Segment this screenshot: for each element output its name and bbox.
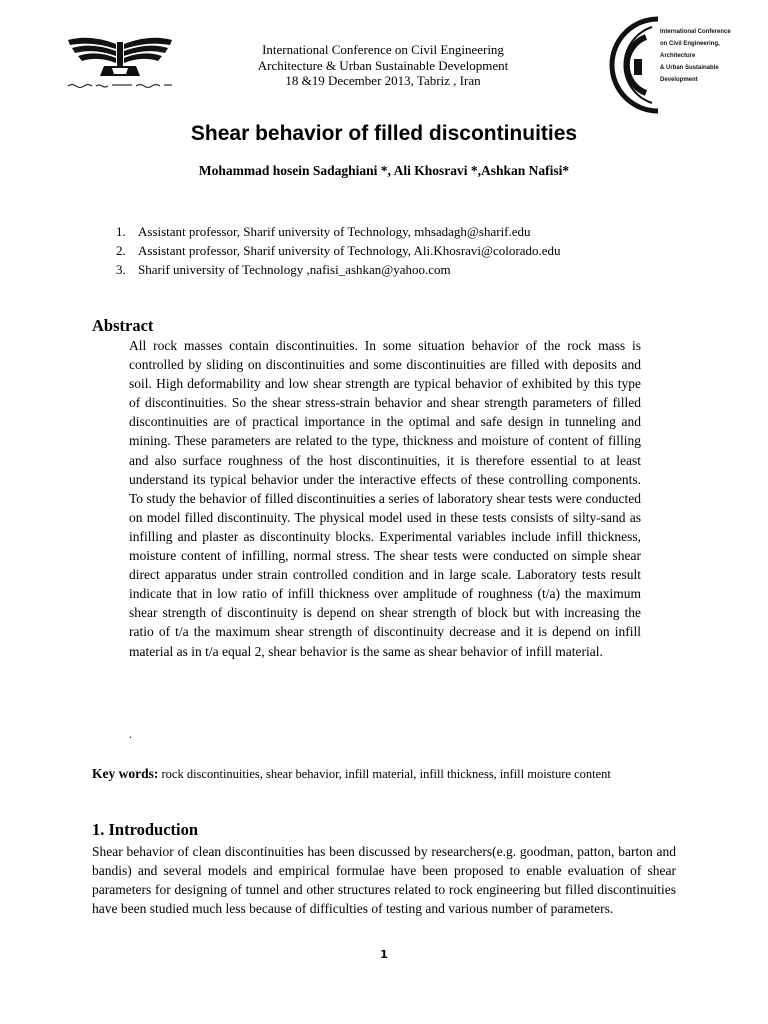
seal-text-1: International Conference <box>660 29 731 35</box>
author-list: Mohammad hosein Sadaghiani *, Ali Khosravi *,Ashkan Nafisi* <box>198 163 570 178</box>
page-number: 1 <box>380 948 388 961</box>
keywords-text: rock discontinuities, shear behavior, infill material, infill thickness, infill moisture content <box>158 767 611 781</box>
seal-text-5: Development <box>660 77 698 83</box>
introduction-paragraph: Shear behavior of clean discontinuities has been discussed by researchers(e.g. goodman, patton, barton and bandis) and several models and empirical formulae have been proposed to enable evaluation of shear parameters for designing of tunnel and other structures related to rock engineering but filled discontinuities have been studied much less because of difficulties of testing and various number of parameters. <box>92 844 676 917</box>
conference-name: International Conference on Civil Engineering <box>262 42 504 57</box>
introduction-body <box>92 842 676 918</box>
abstract-paragraph: All rock masses contain discontinuities. In some situation behavior of the rock mass is controlled by sliding on discontinuities and some discontinuities are filled with deposits and soil. High deformability and low shear strength are typical behavior of exhibited by this type of discontinuities. So the shear stress-strain behavior and shear strength parameters of filled discontinuities are of practical importance in the optimal and safe design in tunneling and mining. These parameters are related to the type, thickness and moisture of content of filling and also surface roughness of the host discontinuities, it is therefore essential to at least understand its typical behavior under the interactive effects of these controlling components. To study the behavior of filled discontinuities a series of laboratory shear tests were conducted on model filled discontinuity. The physical model used in these tests consists of silty-sand as infilling and plaster as discontinuity blocks. Experimental variables include infill thickness, moisture content of infilling, normal stress. The shear tests were conducted on simple shear direct apparatus under strain controlled condition and in large scale. Laboratory tests result indicate that in low ratio of infill thickness over amplitude of roughness (t/a) the maximum shear strength of discontinuity is depend on shear strength of block but with increasing the ratio of t/a the maximum shear strength of discontinuity decrease and it is depend on infill material as in t/a equal 2, shear behavior is the same as shear behavior of infill material. <box>129 338 641 659</box>
affiliation-item <box>116 222 676 241</box>
affiliation-item <box>116 241 676 260</box>
introduction-heading: 1. Introduction <box>92 820 199 839</box>
affiliation-number: 1. <box>116 224 126 239</box>
conference-subtitle: Architecture & Urban Sustainable Development <box>257 57 509 73</box>
abstract-heading: Abstract <box>92 316 154 335</box>
affiliation-item <box>116 260 676 279</box>
winged-emblem-icon <box>60 30 180 94</box>
affiliation-list <box>116 222 676 279</box>
seal-text-2: on Civil Engineering, <box>660 41 720 47</box>
affiliation-text: Assistant professor, Sharif university of Technology, mhsadagh@sharif.edu <box>138 224 531 239</box>
conference-date-location: 18 &19 December 2013, Tabriz , Iran <box>285 73 481 88</box>
abstract-trailing-mark: . <box>129 726 133 741</box>
conference-seal-icon <box>628 15 731 115</box>
seal-text-3: Architecture <box>660 53 696 59</box>
affiliation-number: 3. <box>116 262 126 277</box>
keywords-label: Key words: <box>92 766 159 781</box>
paper-title: Shear behavior of filled discontinuities <box>190 122 578 145</box>
seal-text-4: & Urban Sustainable <box>660 65 719 71</box>
affiliation-number: 2. <box>116 243 126 258</box>
abstract-body <box>129 336 641 661</box>
affiliation-text: Assistant professor, Sharif university of Technology, Ali.Khosravi@colorado.edu <box>138 243 561 258</box>
keywords <box>92 765 652 783</box>
conference-header <box>220 42 546 89</box>
affiliation-text: Sharif university of Technology ,nafisi_ashkan@yahoo.com <box>138 262 451 277</box>
